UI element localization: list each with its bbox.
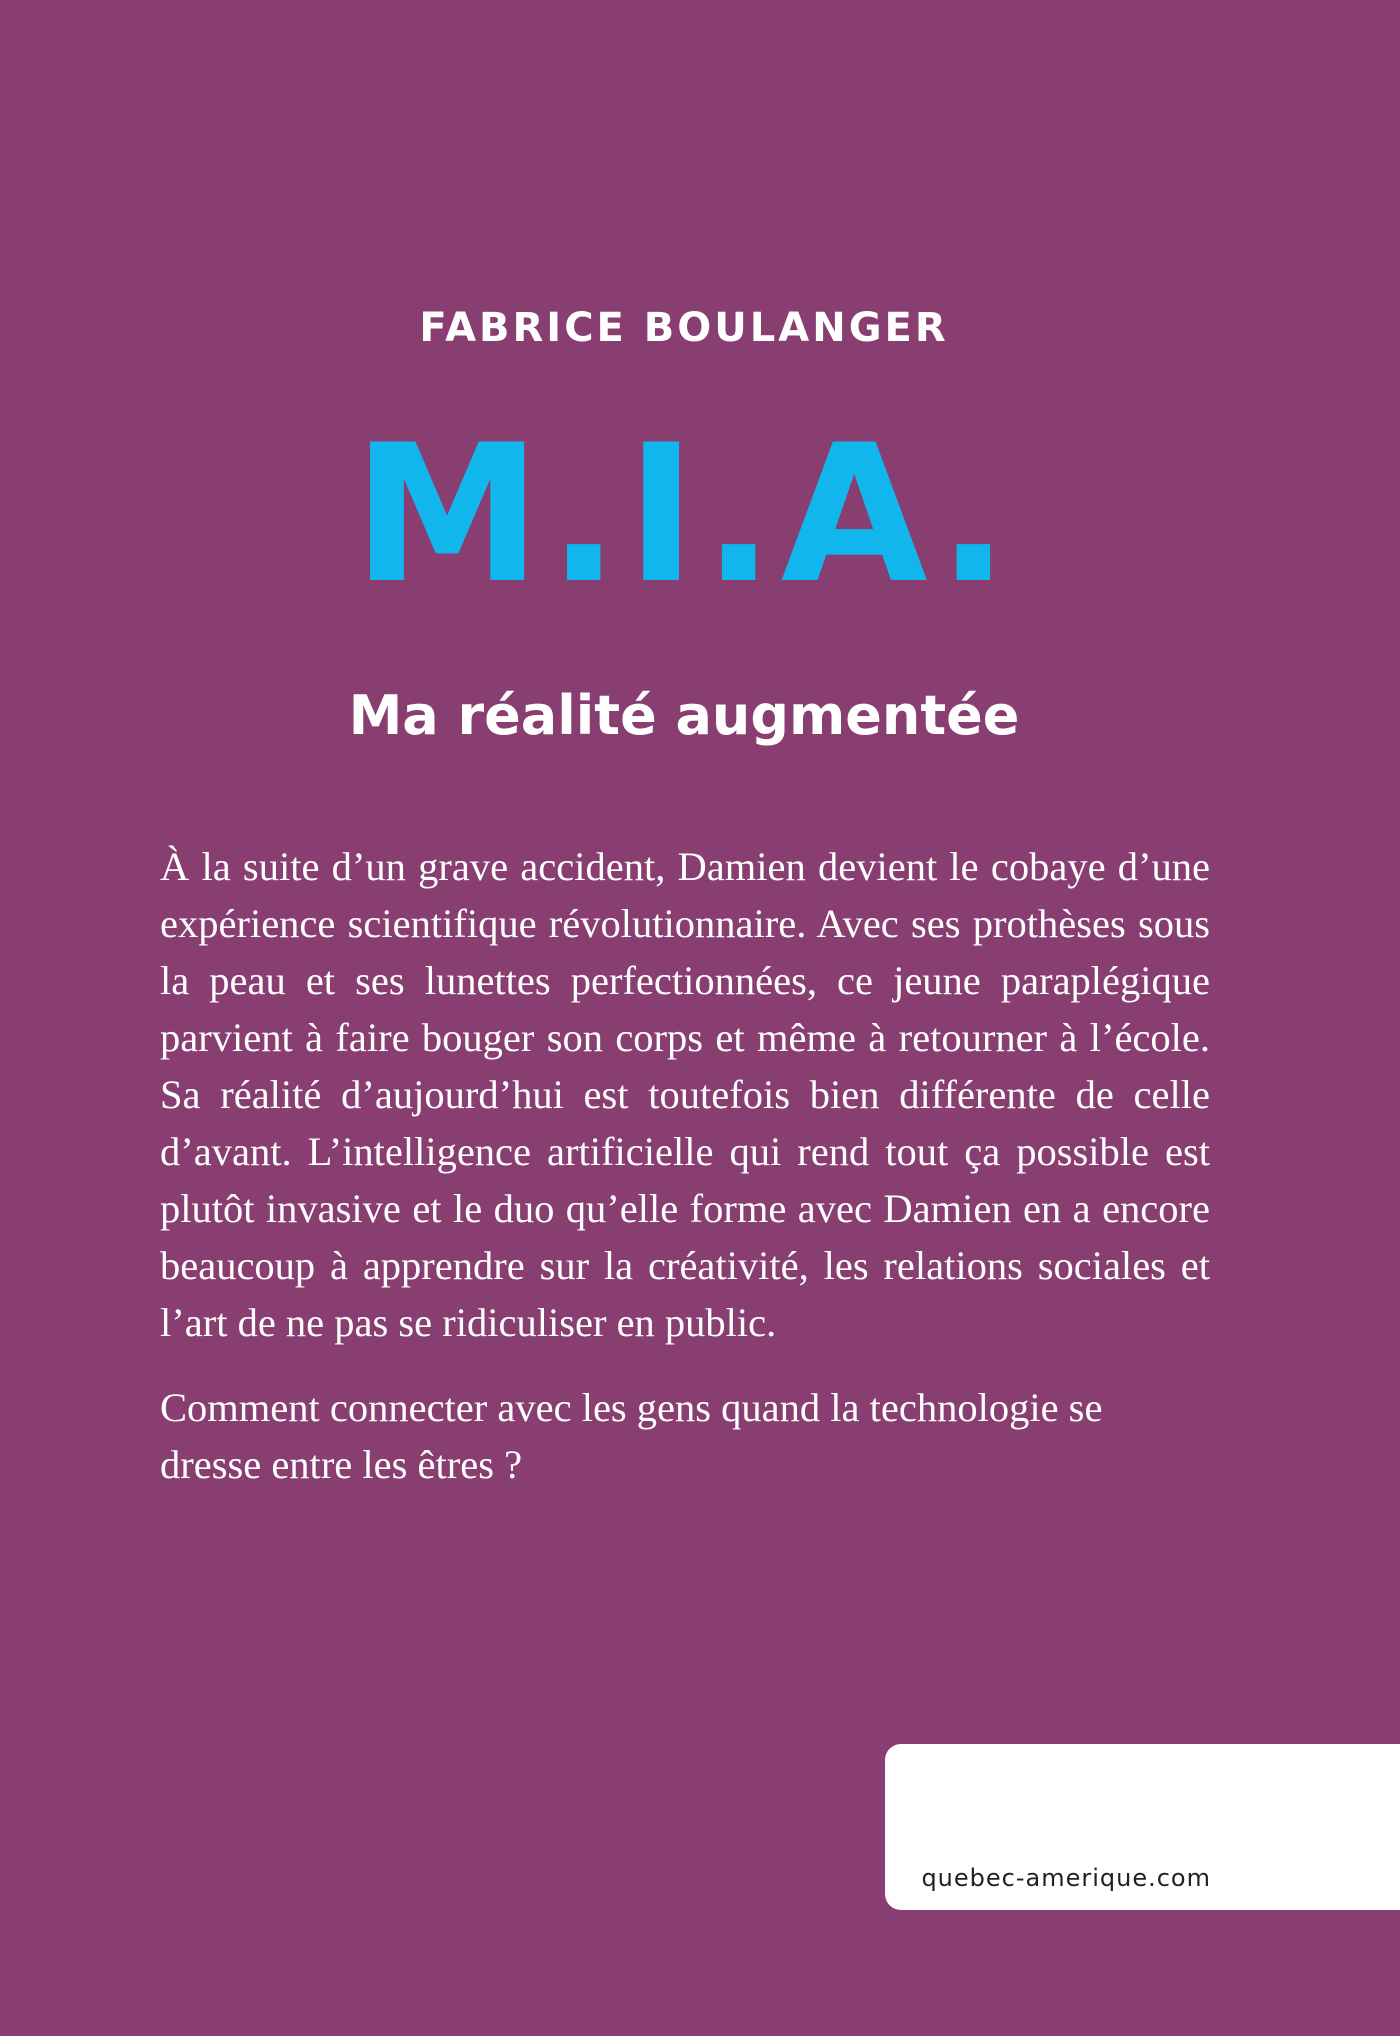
blurb-question: Comment connecter avec les gens quand la technologie se dresse entre les êtres ? <box>160 1385 1103 1487</box>
back-cover-blurb <box>160 838 1210 1493</box>
barcode-area <box>885 1744 1400 1910</box>
book-title: M.I.A. <box>352 404 1016 625</box>
blurb-paragraph: À la suite d’un grave accident, Damien devient le cobaye d’une expérience scientifique révolutionnaire. Avec ses prothèses sous la peau et ses lunettes perfectionnées, ce jeune paraplégique parvient à faire bouger son corps et même à retourner à l’école. Sa réalité d’aujourd’hui est toutefois bien différente de celle d’avant. L’intelligence artificielle qui rend tout ça possible est plutôt invasive et le duo qu’elle forme avec Damien en a encore beaucoup à apprendre sur la créativité, les relations sociales et l’art de ne pas se ridiculiser en public. <box>160 844 1210 1345</box>
author-name: FABRICE BOULANGER <box>419 305 949 351</box>
publisher-website[interactable]: quebec-amerique.com <box>921 1864 1211 1892</box>
book-subtitle: Ma réalité augmentée <box>348 684 1020 747</box>
